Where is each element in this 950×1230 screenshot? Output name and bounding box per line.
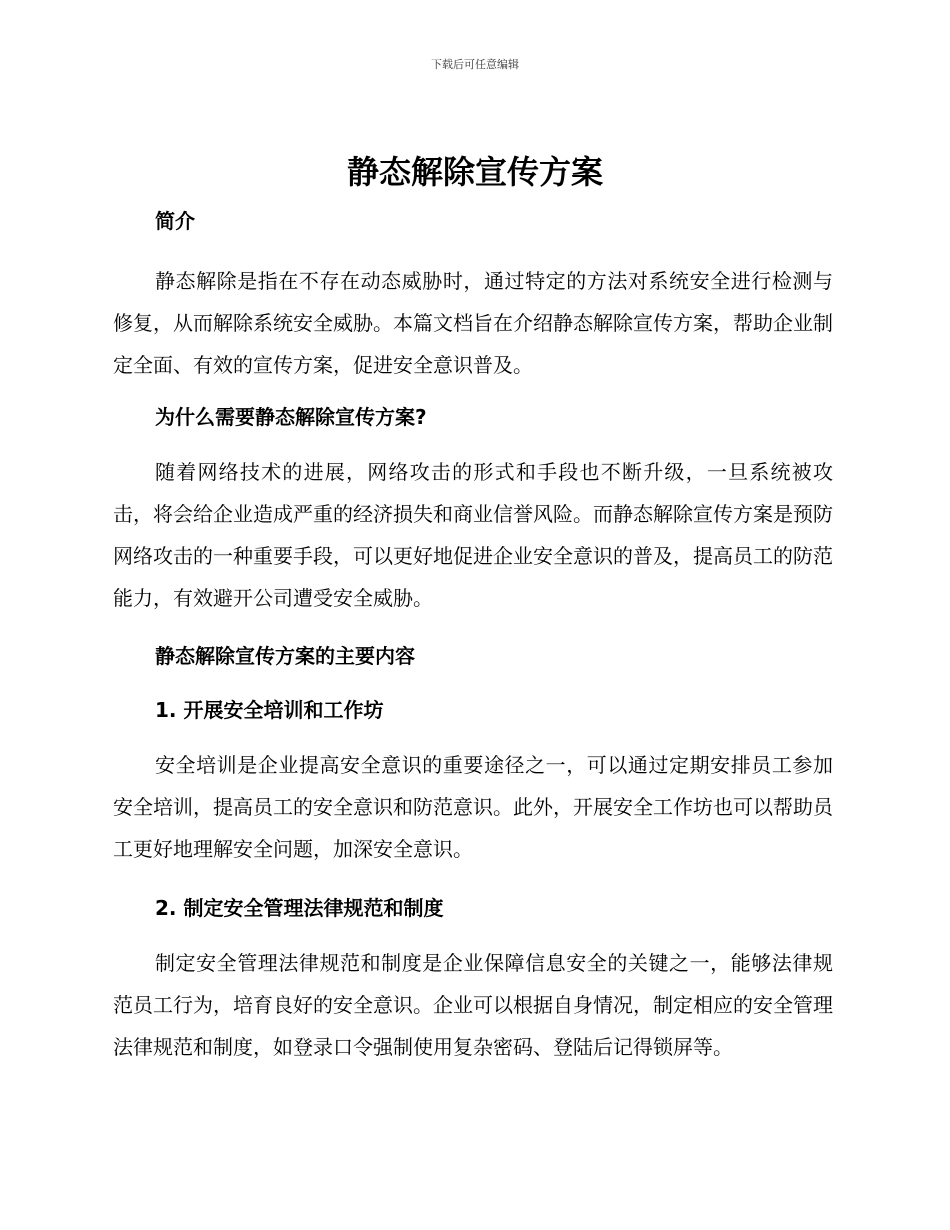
- paragraph-why: 随着网络技术的进展，网络攻击的形式和手段也不断升级，一旦系统被攻击，将会给企业造成严重的经济损失和商业信誉风险。而静态解除宣传方案是预防网络攻击的一种重要手段，可以更好地促进企业安全意识的普及，提高员工的防范能力，有效避开公司遭受安全威胁。: [113, 460, 833, 610]
- paragraph-regulations: 制定安全管理法律规范和制度是企业保障信息安全的关键之一，能够法律规范员工行为，培育良好的安全意识。企业可以根据自身情况，制定相应的安全管理法律规范和制度，如登录口令强制使用复杂密码、登陆后记得锁屏等。: [113, 951, 833, 1059]
- heading-training: 1. 开展安全培训和工作坊: [155, 698, 384, 722]
- heading-intro: 简介: [155, 209, 195, 233]
- paragraph-training: 安全培训是企业提高安全意识的重要途径之一，可以通过定期安排员工参加安全培训，提高员工的安全意识和防范意识。此外，开展安全工作坊也可以帮助员工更好地理解安全问题，加深安全意识。: [113, 753, 833, 861]
- heading-why: 为什么需要静态解除宣传方案?: [155, 405, 427, 429]
- header-note: 下载后可任意编辑: [431, 58, 519, 71]
- document-body: [113, 200, 833, 1068]
- document-title: 静态解除宣传方案: [346, 153, 603, 191]
- heading-main-content: 静态解除宣传方案的主要内容: [155, 644, 415, 668]
- heading-regulations: 2. 制定安全管理法律规范和制度: [155, 896, 444, 920]
- paragraph-intro: 静态解除是指在不存在动态威胁时，通过特定的方法对系统安全进行检测与修复，从而解除系统安全威胁。本篇文档旨在介绍静态解除宣传方案，帮助企业制定全面、有效的宣传方案，促进安全意识普及。: [113, 269, 833, 377]
